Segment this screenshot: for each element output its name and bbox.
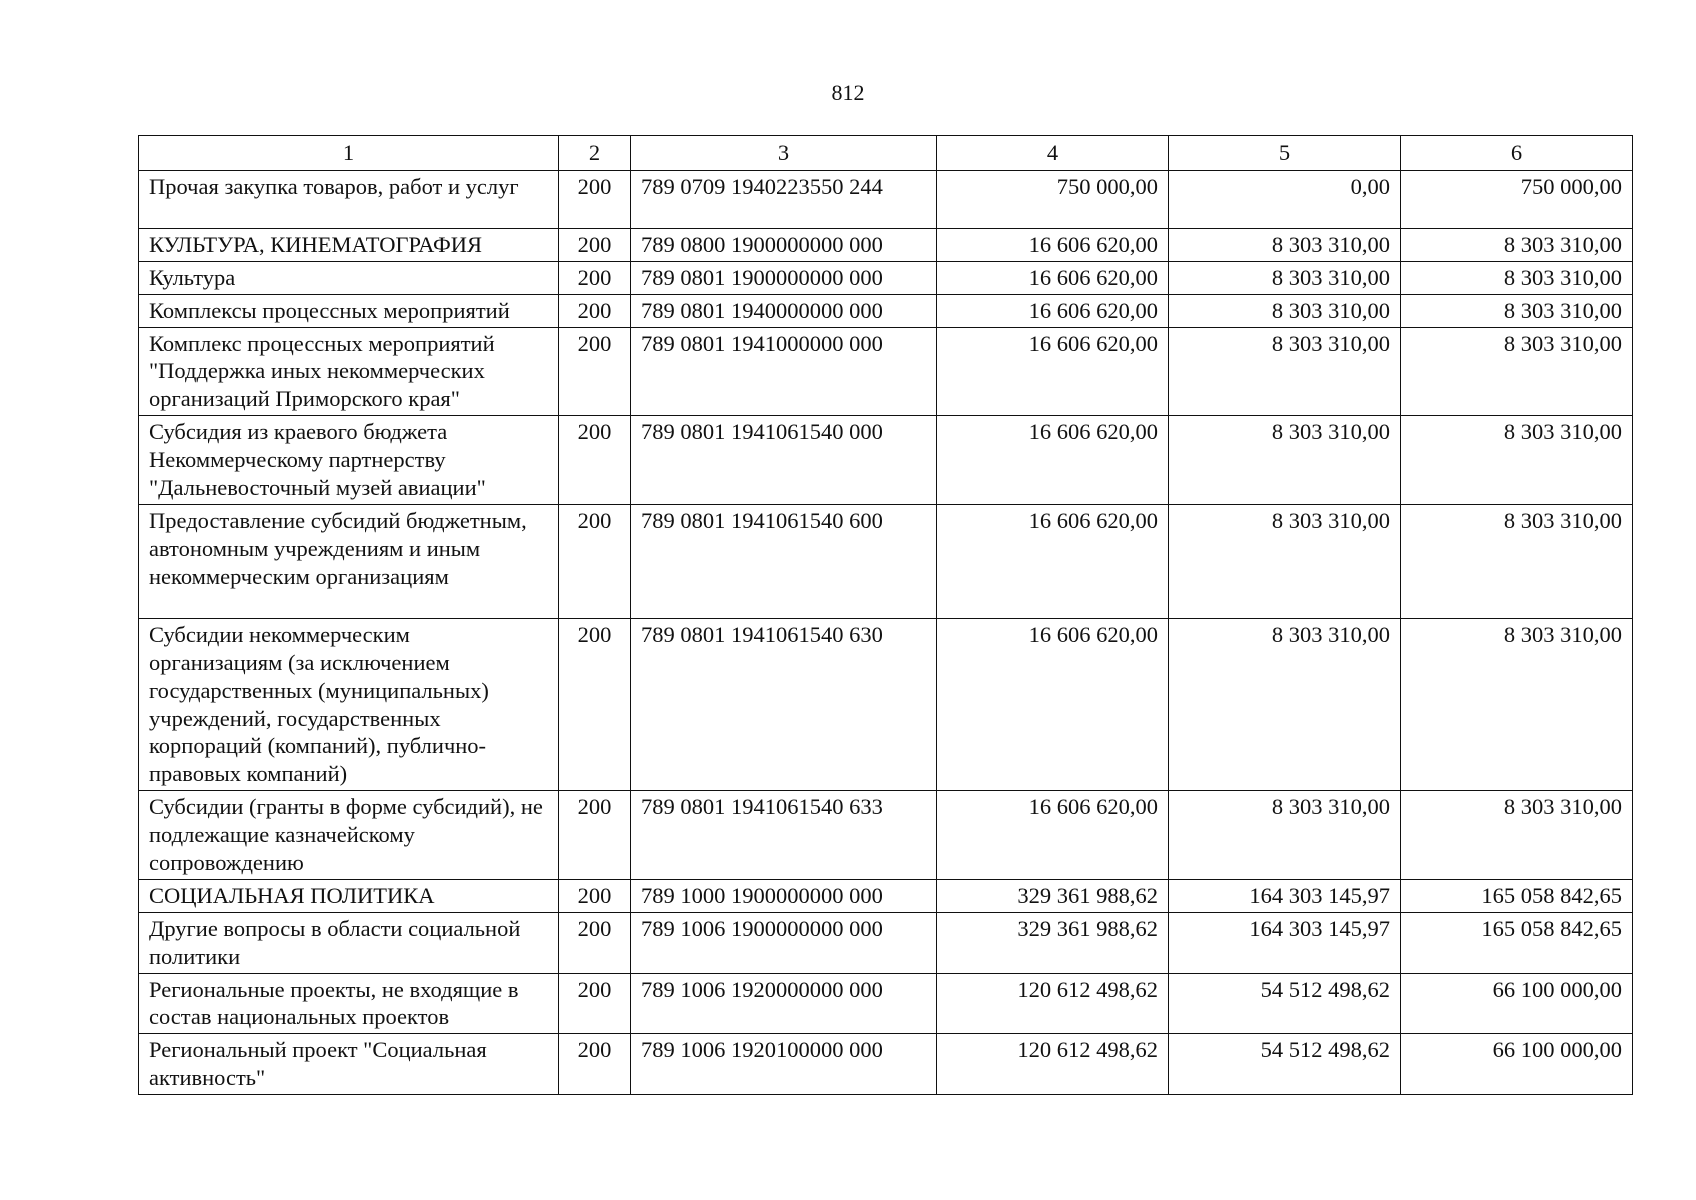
row-name: Региональный проект "Социальная активность" bbox=[139, 1034, 559, 1095]
column-header-6: 6 bbox=[1401, 136, 1633, 171]
table-row bbox=[139, 973, 1633, 1034]
row-amount-col4: 16 606 620,00 bbox=[937, 261, 1169, 294]
row-amount-col5: 54 512 498,62 bbox=[1169, 973, 1401, 1034]
row-code: 200 bbox=[559, 228, 631, 261]
row-amount-col4: 329 361 988,62 bbox=[937, 879, 1169, 912]
row-name: Другие вопросы в области социальной политики bbox=[139, 912, 559, 973]
row-classification: 789 0801 1941000000 000 bbox=[631, 327, 937, 416]
row-name: Субсидии некоммерческим организациям (за исключением государственных (муниципальных) учреждений, государственных корпораций (компаний), публично-правовых компаний) bbox=[139, 618, 559, 790]
row-classification: 789 0800 1900000000 000 bbox=[631, 228, 937, 261]
column-header-3: 3 bbox=[631, 136, 937, 171]
row-amount-col6: 8 303 310,00 bbox=[1401, 618, 1633, 790]
row-amount-col6: 165 058 842,65 bbox=[1401, 912, 1633, 973]
row-code: 200 bbox=[559, 912, 631, 973]
row-amount-col5: 8 303 310,00 bbox=[1169, 791, 1401, 880]
row-code: 200 bbox=[559, 1034, 631, 1095]
row-amount-col5: 8 303 310,00 bbox=[1169, 504, 1401, 618]
table-row bbox=[139, 879, 1633, 912]
table-body bbox=[139, 170, 1633, 1094]
row-amount-col5: 8 303 310,00 bbox=[1169, 261, 1401, 294]
budget-table bbox=[138, 135, 1633, 1095]
row-amount-col6: 8 303 310,00 bbox=[1401, 327, 1633, 416]
row-code: 200 bbox=[559, 973, 631, 1034]
row-amount-col5: 8 303 310,00 bbox=[1169, 618, 1401, 790]
row-amount-col5: 8 303 310,00 bbox=[1169, 327, 1401, 416]
row-name: Субсидия из краевого бюджета Некоммерческому партнерству "Дальневосточный музей авиации" bbox=[139, 416, 559, 505]
row-amount-col4: 16 606 620,00 bbox=[937, 618, 1169, 790]
row-code: 200 bbox=[559, 170, 631, 228]
table-row bbox=[139, 1034, 1633, 1095]
table-row bbox=[139, 228, 1633, 261]
table-row bbox=[139, 791, 1633, 880]
column-header-5: 5 bbox=[1169, 136, 1401, 171]
table-row bbox=[139, 416, 1633, 505]
row-name: КУЛЬТУРА, КИНЕМАТОГРАФИЯ bbox=[139, 228, 559, 261]
row-classification: 789 0801 1941061540 630 bbox=[631, 618, 937, 790]
page-number: 812 bbox=[831, 80, 865, 105]
row-classification: 789 0801 1900000000 000 bbox=[631, 261, 937, 294]
row-classification: 789 0801 1941061540 600 bbox=[631, 504, 937, 618]
column-header-4: 4 bbox=[937, 136, 1169, 171]
row-name: Комплексы процессных мероприятий bbox=[139, 294, 559, 327]
row-amount-col6: 8 303 310,00 bbox=[1401, 504, 1633, 618]
row-amount-col5: 164 303 145,97 bbox=[1169, 879, 1401, 912]
row-code: 200 bbox=[559, 261, 631, 294]
table-row bbox=[139, 327, 1633, 416]
table-row bbox=[139, 294, 1633, 327]
row-amount-col6: 8 303 310,00 bbox=[1401, 791, 1633, 880]
row-code: 200 bbox=[559, 618, 631, 790]
row-amount-col5: 8 303 310,00 bbox=[1169, 228, 1401, 261]
table-row bbox=[139, 504, 1633, 618]
row-name: Культура bbox=[139, 261, 559, 294]
row-name: Прочая закупка товаров, работ и услуг bbox=[139, 170, 559, 228]
row-classification: 789 1000 1900000000 000 bbox=[631, 879, 937, 912]
row-amount-col4: 16 606 620,00 bbox=[937, 228, 1169, 261]
row-amount-col4: 16 606 620,00 bbox=[937, 416, 1169, 505]
row-code: 200 bbox=[559, 416, 631, 505]
row-classification: 789 0801 1940000000 000 bbox=[631, 294, 937, 327]
row-amount-col6: 8 303 310,00 bbox=[1401, 294, 1633, 327]
row-classification: 789 0801 1941061540 633 bbox=[631, 791, 937, 880]
row-amount-col6: 66 100 000,00 bbox=[1401, 1034, 1633, 1095]
row-amount-col4: 120 612 498,62 bbox=[937, 1034, 1169, 1095]
row-name: СОЦИАЛЬНАЯ ПОЛИТИКА bbox=[139, 879, 559, 912]
row-name: Предоставление субсидий бюджетным, автономным учреждениям и иным некоммерческим организациям bbox=[139, 504, 559, 618]
row-code: 200 bbox=[559, 294, 631, 327]
row-code: 200 bbox=[559, 879, 631, 912]
row-code: 200 bbox=[559, 327, 631, 416]
row-amount-col4: 120 612 498,62 bbox=[937, 973, 1169, 1034]
table-row bbox=[139, 618, 1633, 790]
row-amount-col5: 0,00 bbox=[1169, 170, 1401, 228]
row-amount-col5: 164 303 145,97 bbox=[1169, 912, 1401, 973]
row-amount-col4: 329 361 988,62 bbox=[937, 912, 1169, 973]
row-classification: 789 1006 1900000000 000 bbox=[631, 912, 937, 973]
row-classification: 789 1006 1920100000 000 bbox=[631, 1034, 937, 1095]
row-amount-col6: 8 303 310,00 bbox=[1401, 261, 1633, 294]
row-amount-col4: 16 606 620,00 bbox=[937, 327, 1169, 416]
table-row bbox=[139, 170, 1633, 228]
row-amount-col6: 8 303 310,00 bbox=[1401, 416, 1633, 505]
row-name: Субсидии (гранты в форме субсидий), не подлежащие казначейскому сопровождению bbox=[139, 791, 559, 880]
row-amount-col5: 8 303 310,00 bbox=[1169, 294, 1401, 327]
column-header-1: 1 bbox=[139, 136, 559, 171]
table-header bbox=[139, 136, 1633, 171]
row-amount-col4: 16 606 620,00 bbox=[937, 504, 1169, 618]
row-code: 200 bbox=[559, 791, 631, 880]
column-header-2: 2 bbox=[559, 136, 631, 171]
row-amount-col6: 750 000,00 bbox=[1401, 170, 1633, 228]
row-classification: 789 0709 1940223550 244 bbox=[631, 170, 937, 228]
row-amount-col6: 66 100 000,00 bbox=[1401, 973, 1633, 1034]
header-row bbox=[139, 136, 1633, 171]
row-code: 200 bbox=[559, 504, 631, 618]
row-amount-col6: 8 303 310,00 bbox=[1401, 228, 1633, 261]
row-amount-col4: 750 000,00 bbox=[937, 170, 1169, 228]
row-amount-col4: 16 606 620,00 bbox=[937, 294, 1169, 327]
row-name: Региональные проекты, не входящие в состав национальных проектов bbox=[139, 973, 559, 1034]
row-amount-col6: 165 058 842,65 bbox=[1401, 879, 1633, 912]
table-row bbox=[139, 912, 1633, 973]
row-classification: 789 1006 1920000000 000 bbox=[631, 973, 937, 1034]
row-name: Комплекс процессных мероприятий "Поддержка иных некоммерческих организаций Приморского края" bbox=[139, 327, 559, 416]
row-classification: 789 0801 1941061540 000 bbox=[631, 416, 937, 505]
row-amount-col5: 8 303 310,00 bbox=[1169, 416, 1401, 505]
row-amount-col4: 16 606 620,00 bbox=[937, 791, 1169, 880]
row-amount-col5: 54 512 498,62 bbox=[1169, 1034, 1401, 1095]
table-row bbox=[139, 261, 1633, 294]
